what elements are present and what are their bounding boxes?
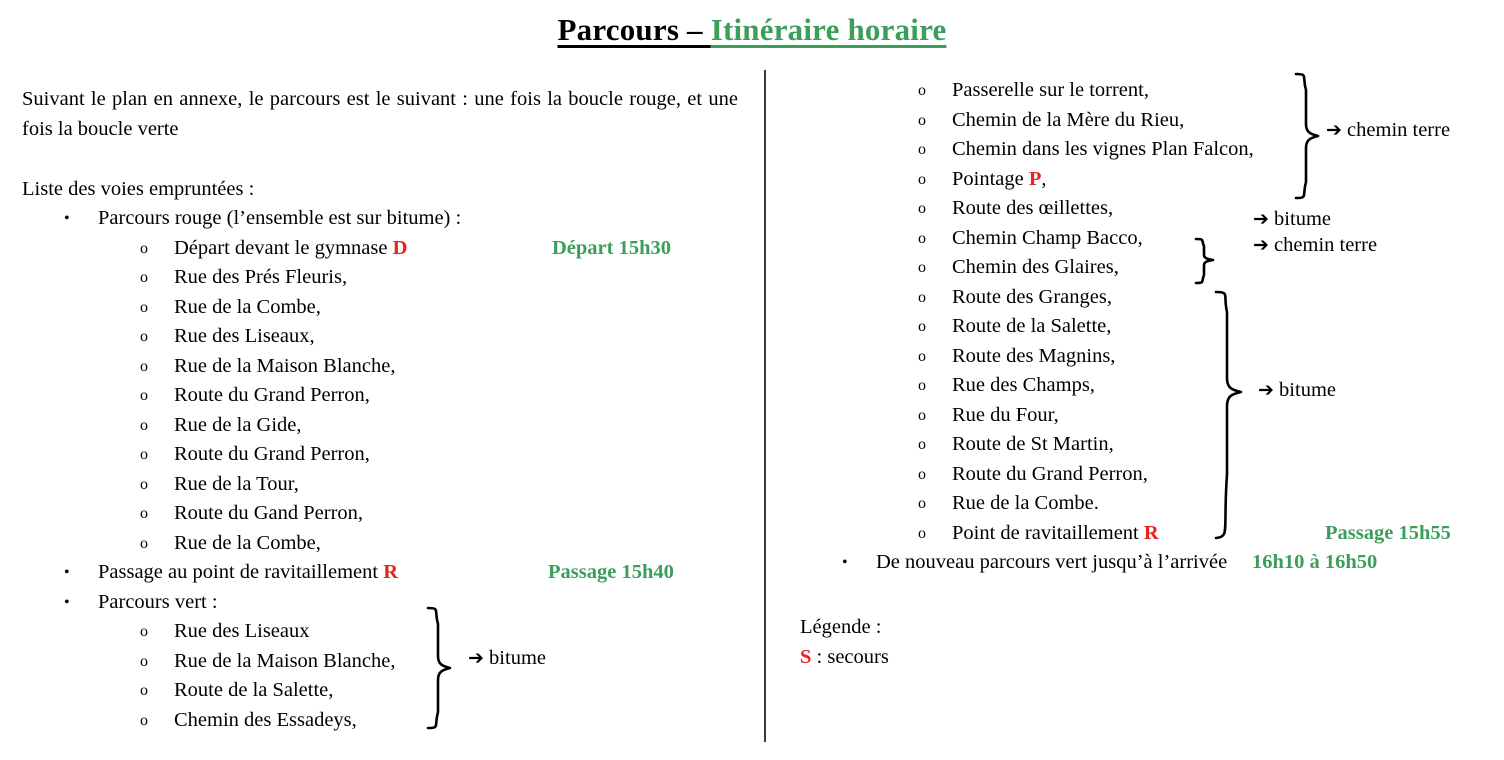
list-item-label: Route de la Salette, [952, 315, 1112, 337]
circle-marker-icon: o [918, 170, 926, 188]
bullet-glyph: • [64, 210, 70, 227]
list-item-label: Chemin des Glaires, [952, 256, 1119, 278]
list-item-label: Route de St Martin, [952, 433, 1114, 455]
intro-paragraph: Suivant le plan en annexe, le parcours est le suivant : une fois la boucle rouge, et une fois la boucle verte [22, 88, 738, 140]
list-item-label: Rue du Four, [952, 403, 1059, 426]
list-item-label: Rue des Liseaux, [174, 325, 315, 347]
list-item-label: Rue de la Maison Blanche, [174, 354, 396, 377]
list-item [800, 224, 1490, 254]
arrow-right-icon: ➔ [1258, 379, 1274, 401]
list-item-label: Rue de la Combe, [174, 531, 321, 554]
column-divider [764, 70, 766, 742]
red-route-heading: Parcours rouge (l’ensemble est sur bitume) : [98, 207, 462, 229]
circle-marker-icon: o [918, 524, 926, 542]
circle-marker-icon: o [918, 82, 926, 99]
circle-marker-icon: o [140, 446, 148, 463]
marker-r: R [1143, 521, 1159, 544]
list-item [800, 283, 1490, 313]
marker-d: D [392, 236, 408, 259]
red-route-heading-row [22, 204, 738, 234]
comma: , [1041, 167, 1047, 190]
arrow-right-icon: ➔ [1253, 234, 1269, 256]
circle-marker-icon: o [918, 347, 926, 365]
list-item-label: Rue des Liseaux [174, 620, 310, 642]
bullet-glyph: • [842, 554, 848, 571]
list-item-label: Chemin dans les vignes Plan Falcon, [952, 138, 1254, 160]
circle-marker-icon: o [140, 652, 148, 670]
marker-s: S [800, 646, 812, 668]
list-item [22, 293, 738, 323]
list-item-label: Rue de la Maison Blanche, [174, 649, 396, 672]
paragraph-spacer [22, 144, 738, 174]
circle-marker-icon: o [918, 111, 926, 129]
circle-marker-icon: o [918, 436, 926, 453]
list-item [800, 342, 1490, 372]
circle-marker-icon: o [140, 505, 148, 522]
oeillettes-surface-note [1253, 205, 1331, 235]
page-title [0, 12, 1504, 48]
circle-marker-icon: o [918, 200, 926, 217]
list-item-label: Route du Grand Perron, [174, 443, 370, 465]
right-column [800, 76, 1490, 578]
circle-marker-icon: o [918, 141, 926, 158]
circle-marker-icon: o [918, 465, 926, 483]
list-heading: Liste des voies empruntées : [22, 178, 255, 200]
list-item-label: Passerelle sur le torrent, [952, 79, 1149, 101]
circle-marker-icon: o [140, 239, 148, 257]
list-item-label: Chemin de la Mère du Rieu, [952, 108, 1185, 131]
refreshment-time: Passage 15h40 [548, 561, 674, 583]
list-item [22, 647, 738, 677]
circle-marker-icon: o [918, 318, 926, 335]
list-item [22, 322, 738, 352]
circle-marker-icon: o [140, 269, 148, 286]
circle-marker-icon: o [918, 377, 926, 394]
list-item [22, 499, 738, 529]
final-time-range: 16h10 à 16h50 [1252, 551, 1378, 573]
surface-type-label: chemin terre [1274, 234, 1378, 256]
brace-green-route-label [468, 648, 546, 669]
list-item [800, 165, 1490, 195]
passage-time: Passage 15h55 [1325, 521, 1451, 544]
list-item [800, 194, 1490, 224]
list-item [22, 234, 738, 264]
list-item [800, 430, 1490, 460]
circle-marker-icon: o [918, 229, 926, 247]
surface-type-label: bitume [489, 647, 546, 669]
circle-marker-icon: o [140, 387, 148, 404]
list-item [800, 489, 1490, 519]
circle-marker-icon: o [140, 475, 148, 493]
list-item-label: Rue de la Combe. [952, 492, 1099, 514]
circle-marker-icon: o [918, 406, 926, 424]
circle-marker-icon: o [140, 623, 148, 640]
circle-marker-icon: o [918, 288, 926, 306]
list-item-label: Pointage [952, 167, 1029, 190]
final-bullet-row [800, 548, 1490, 578]
list-item [22, 617, 738, 647]
departure-time: Départ 15h30 [552, 236, 672, 259]
circle-marker-icon: o [918, 259, 926, 276]
brace-dirt-group-1-label [1326, 120, 1450, 141]
legend-block [800, 612, 889, 672]
brace-bitume-group-label [1258, 380, 1336, 401]
list-item-label: Route du Grand Perron, [174, 384, 370, 406]
arrow-right-icon: ➔ [1253, 208, 1269, 230]
refreshment-bullet-row [22, 558, 738, 588]
surface-type-label: bitume [1274, 208, 1331, 230]
brace-dirt-group-2-label [1253, 235, 1377, 256]
page-title-green: Itinéraire horaire [710, 12, 947, 47]
list-item-label: Route des Granges, [952, 285, 1112, 308]
left-column [22, 84, 738, 735]
bullet-glyph: • [64, 593, 70, 611]
circle-marker-icon: o [140, 682, 148, 699]
circle-marker-icon: o [140, 357, 148, 375]
surface-type-label: bitume [1279, 379, 1336, 401]
marker-r: R [383, 561, 399, 583]
arrow-right-icon: ➔ [1326, 119, 1342, 141]
list-item [22, 470, 738, 500]
page-title-black: Parcours – [557, 12, 711, 47]
list-item-label: Point de ravitaillement [952, 521, 1144, 544]
list-item [22, 411, 738, 441]
list-item [800, 371, 1490, 401]
final-bullet-label: De nouveau parcours vert jusqu’à l’arrivée [876, 551, 1228, 573]
list-item [22, 440, 738, 470]
list-item-label: Rue des Champs, [952, 374, 1095, 396]
list-item-label: Rue de la Combe, [174, 295, 321, 318]
list-item [800, 519, 1490, 549]
green-route-heading: Parcours vert : [98, 590, 218, 613]
list-item-label: Rue de la Tour, [174, 472, 299, 495]
list-item [800, 312, 1490, 342]
list-item [800, 76, 1490, 106]
list-item [800, 253, 1490, 283]
list-item [800, 460, 1490, 490]
circle-marker-icon: o [140, 711, 148, 729]
refreshment-label: Passage au point de ravitaillement [98, 561, 384, 583]
circle-marker-icon: o [918, 495, 926, 512]
surface-type-label: chemin terre [1347, 119, 1451, 141]
marker-p: P [1028, 167, 1042, 190]
list-item-label: Chemin des Essadeys, [174, 708, 357, 731]
list-item-label: Route du Grand Perron, [952, 462, 1148, 485]
list-item-label: Route de la Salette, [174, 679, 334, 701]
circle-marker-icon: o [140, 534, 148, 552]
list-item-label: Rue de la Gide, [174, 413, 302, 436]
list-item-label: Départ devant le gymnase [174, 236, 393, 259]
circle-marker-icon: o [140, 328, 148, 345]
green-route-heading-row [22, 588, 738, 618]
legend-heading: Légende : [800, 616, 882, 638]
legend-entry-row [800, 642, 889, 672]
list-item [22, 263, 738, 293]
legend-entry-label: : secours [811, 646, 889, 668]
list-item-label: Route du Gand Perron, [174, 502, 364, 524]
list-item [22, 529, 738, 559]
bullet-glyph: • [64, 564, 70, 581]
circle-marker-icon: o [140, 416, 148, 434]
list-item-label: Route des œillettes, [952, 197, 1114, 219]
arrow-right-icon: ➔ [468, 647, 484, 669]
list-item-label: Rue des Prés Fleuris, [174, 266, 348, 288]
list-item [22, 706, 738, 736]
list-item [22, 352, 738, 382]
circle-marker-icon: o [140, 298, 148, 316]
list-item-label: Route des Magnins, [952, 344, 1116, 367]
list-item-label: Chemin Champ Bacco, [952, 226, 1143, 249]
list-item [22, 676, 738, 706]
list-item [800, 401, 1490, 431]
list-item [22, 381, 738, 411]
